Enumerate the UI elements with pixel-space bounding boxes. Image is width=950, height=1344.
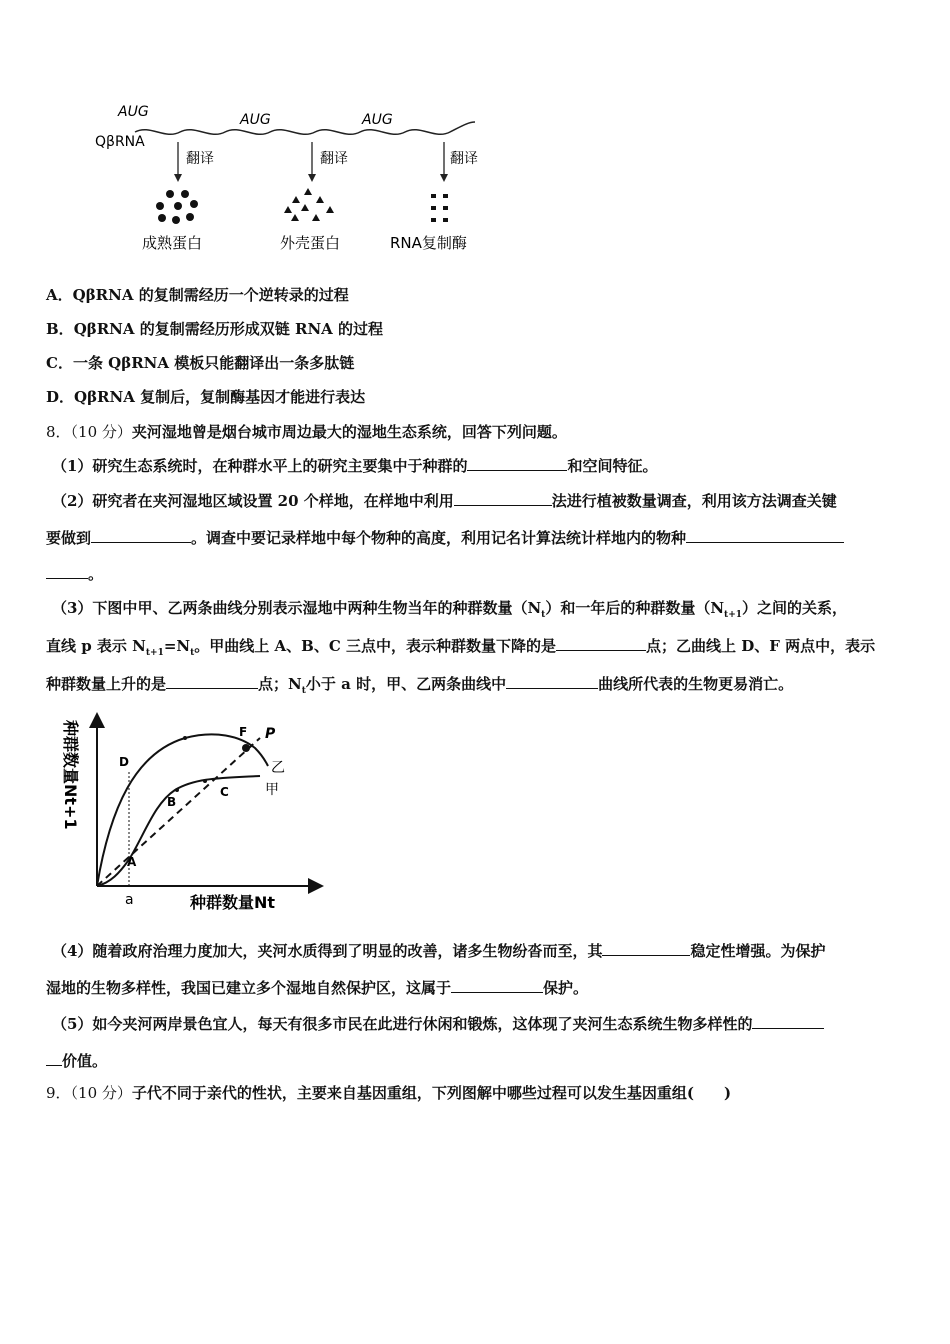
- aug-label-3: AUG: [362, 112, 393, 128]
- option-letter: D．: [46, 388, 75, 406]
- option-text: QβRNA 的复制需经历一个逆转录的过程: [72, 286, 349, 304]
- point-f: [242, 744, 250, 752]
- point-b-label: B: [167, 795, 177, 809]
- option-c: [46, 353, 908, 373]
- rna-label: QβRNA: [95, 134, 145, 150]
- translate-arrow-3: [440, 142, 448, 182]
- point-c-label: C: [220, 785, 229, 799]
- text: 点；乙曲线上 D、F 两点中，表示: [646, 637, 876, 655]
- question-number: 9．: [46, 1084, 71, 1102]
- answer-blank[interactable]: [91, 527, 191, 543]
- text: （3）下图中甲、乙两条曲线分别表示湿地中两种生物当年的种群数量（N: [52, 599, 542, 617]
- text: ）和一年后的种群数量（N: [545, 599, 725, 617]
- x-axis-label: 种群数量Nt: [190, 893, 276, 912]
- subscript: t: [190, 648, 195, 658]
- text: 稳定性增强。为保护: [690, 942, 826, 960]
- point-c-marker: [203, 779, 207, 783]
- text: 点；N: [258, 675, 302, 693]
- text: 曲线所代表的生物更易消亡。: [598, 675, 794, 693]
- tick-a-label: a: [125, 892, 134, 908]
- text: 保护。: [543, 979, 589, 997]
- q8-part4: [52, 940, 914, 961]
- y-axis-label: 种群数量Nt+1: [61, 720, 80, 830]
- q8-part5: [52, 1013, 914, 1034]
- question-score: （10 分）: [70, 1084, 132, 1102]
- answer-blank[interactable]: [46, 563, 88, 579]
- question-score: （10 分）: [70, 423, 132, 441]
- text: ）之间的关系，: [742, 599, 848, 617]
- question-number: 8．: [46, 423, 71, 441]
- text: 。: [88, 565, 104, 583]
- point-d-label: D: [119, 755, 129, 769]
- text: =N: [163, 637, 191, 655]
- population-curve-figure: [55, 708, 335, 918]
- curve-jia: [97, 776, 260, 886]
- q8-part3: [52, 598, 914, 625]
- option-b: [46, 319, 908, 339]
- arrow-label-2: 翻译: [320, 151, 348, 167]
- q8-part3-end: [46, 673, 908, 701]
- q9-stem: [46, 1083, 908, 1103]
- text: 。调查中要记录样地中每个物种的高度，利用记名计算法统计样地内的物种: [191, 529, 687, 547]
- text: 小于 a 时，甲、乙两条曲线中: [305, 675, 507, 693]
- text: （4）随着政府治理力度加大，夹河水质得到了明显的改善，诸多生物纷沓而至，其: [52, 942, 603, 960]
- q8-part5-end: [46, 1050, 908, 1071]
- q8-part4-cont: [46, 977, 908, 998]
- option-d: [46, 387, 908, 407]
- aug-label-2: AUG: [240, 112, 271, 128]
- subscript: t: [541, 610, 546, 620]
- arrow-label-3: 翻译: [450, 151, 478, 167]
- answer-blank[interactable]: [166, 673, 258, 689]
- option-letter: A．: [46, 286, 73, 304]
- subscript: t+1: [145, 648, 164, 658]
- translate-arrow-1: [174, 142, 182, 182]
- answer-blank[interactable]: [602, 940, 690, 956]
- option-letter: B．: [46, 320, 74, 338]
- text: （2）研究者在夹河湿地区域设置 20 个样地，在样地中利用: [52, 492, 454, 510]
- point-b-marker: [175, 788, 179, 792]
- translate-arrow-2: [308, 142, 316, 182]
- answer-blank[interactable]: [506, 673, 598, 689]
- text: 直线 p 表示 N: [46, 637, 146, 655]
- option-text: 一条 QβRNA 模板只能翻译出一条多肽链: [72, 354, 355, 372]
- text: 价值。: [62, 1052, 108, 1070]
- subscript: t: [301, 686, 306, 696]
- question-stem: 子代不同于亲代的性状，主要来自基因重组，下列图解中哪些过程可以发生基因重组( ): [131, 1084, 732, 1102]
- answer-blank[interactable]: [467, 455, 567, 471]
- q8-part1: [52, 455, 914, 476]
- text: （5）如今夹河两岸景色宜人，每天有很多市民在此进行休闲和锻炼，这体现了夹河生态系统生物多样性的: [52, 1015, 753, 1033]
- curve-jia-label: 甲: [265, 782, 279, 798]
- q8-part2-end: [46, 563, 908, 584]
- mature-protein-dots: [156, 190, 198, 224]
- text: 和空间特征。: [567, 457, 658, 475]
- rna-translation-figure: [90, 100, 490, 260]
- curve-yi-label: 乙: [271, 760, 285, 776]
- point-a-label: A: [127, 855, 137, 869]
- line-p-label: P: [265, 726, 276, 742]
- point-d-marker: [183, 736, 187, 740]
- option-text: QβRNA 的复制需经历形成双链 RNA 的过程: [73, 320, 384, 338]
- point-f-label: F: [239, 725, 248, 739]
- answer-blank[interactable]: [454, 490, 552, 506]
- answer-blank[interactable]: [752, 1013, 824, 1029]
- answer-blank[interactable]: [451, 977, 543, 993]
- q8-part2: [52, 490, 914, 511]
- q8-part2-cont: [46, 527, 908, 548]
- coat-protein-triangles: [284, 188, 334, 221]
- q8-stem: [46, 422, 908, 442]
- option-letter: C．: [46, 354, 73, 372]
- text: （1）研究生态系统时，在种群水平上的研究主要集中于种群的: [52, 457, 468, 475]
- text: 要做到: [46, 529, 92, 547]
- subscript: t+1: [724, 610, 743, 620]
- answer-blank[interactable]: [46, 1050, 62, 1066]
- answer-blank[interactable]: [686, 527, 844, 543]
- product-label-1: 成熟蛋白: [142, 234, 203, 252]
- aug-label-1: AUG: [118, 104, 149, 120]
- option-text: QβRNA 复制后，复制酶基因才能进行表达: [74, 388, 366, 406]
- text: 湿地的生物多样性，我国已建立多个湿地自然保护区，这属于: [46, 979, 452, 997]
- q8-part3-cont: [46, 635, 908, 663]
- product-label-2: 外壳蛋白: [280, 234, 341, 252]
- rna-strand: [135, 122, 475, 134]
- answer-blank[interactable]: [556, 635, 646, 651]
- product-label-3: RNA复制酶: [390, 234, 467, 252]
- text: 。甲曲线上 A、B、C 三点中，表示种群数量下降的是: [194, 637, 556, 655]
- option-a: [46, 285, 908, 305]
- question-stem: 夹河湿地曾是烟台城市周边最大的湿地生态系统，回答下列问题。: [131, 423, 567, 441]
- arrow-label-1: 翻译: [186, 151, 214, 167]
- text: 种群数量上升的是: [46, 675, 167, 693]
- text: 法进行植被数量调查，利用该方法调查关键: [551, 492, 837, 510]
- replicase-squares: [431, 194, 448, 222]
